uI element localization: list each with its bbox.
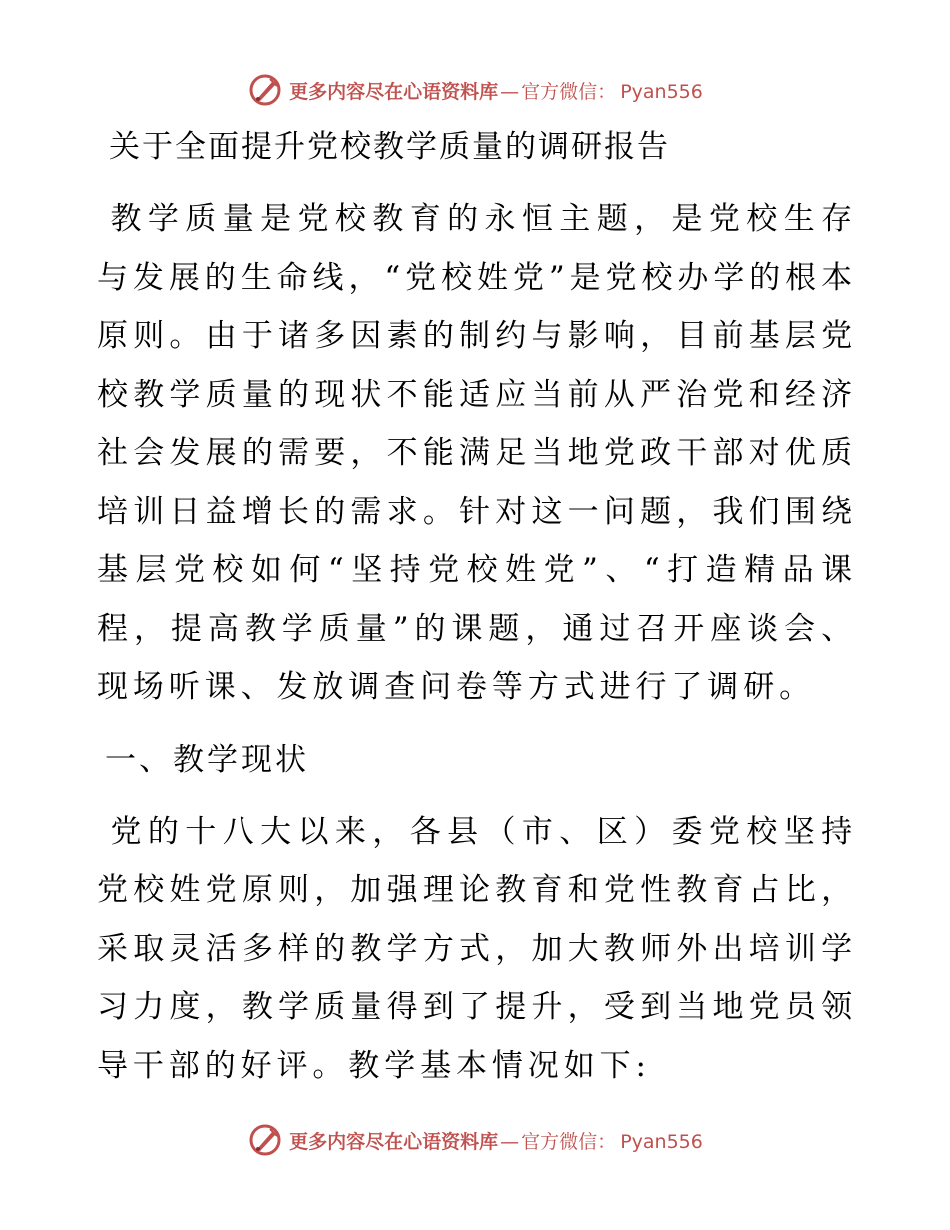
- banner-main-text: 更多内容尽在心语资料库: [289, 1130, 499, 1153]
- paragraph-intro: [97, 190, 857, 717]
- section-heading-teaching-status: 一、教学现状: [105, 741, 309, 778]
- paragraph-intro-text: 教学质量是党校教育的永恒主题，是党校生存与发展的生命线，“党校姓党”是党校办学的根本原则。由于诸多因素的制约与影响，目前基层党校教学质量的现状不能适应当前从严治党和经济社会发展的需要，不能满足当地党政干部对优质培训日益增长的需求。针对这一问题，我们围绕基层党校如何“坚持党校姓党”、“打造精品课程，提高教学质量”的课题，通过召开座谈会、现场听课、发放调查问卷等方式进行了调研。: [97, 201, 857, 705]
- paragraph-status: [97, 803, 857, 1096]
- document-body: [97, 118, 857, 1095]
- banner-text: [289, 77, 703, 104]
- banner-separator: —: [500, 1130, 520, 1153]
- banner-wechat-handle: Pyan556: [620, 80, 703, 103]
- banner-wechat-handle: Pyan556: [620, 1130, 703, 1153]
- banner-wechat-label: 官方微信：: [521, 1130, 617, 1153]
- footer-banner: [0, 1118, 950, 1162]
- banner-separator: —: [500, 80, 520, 103]
- paragraph-status-text: 党的十八大以来，各县（市、区）委党校坚持党校姓党原则，加强理论教育和党性教育占比，采取灵活多样的教学方式，加大教师外出培训学习力度，教学质量得到了提升，受到当地党员领导干部的好评。教学基本情况如下:: [97, 813, 857, 1084]
- banner-wechat-label: 官方微信：: [521, 80, 617, 103]
- quill-pen-logo-icon: [247, 72, 283, 108]
- header-banner: [0, 68, 950, 112]
- banner-main-text: 更多内容尽在心语资料库: [289, 80, 499, 103]
- quill-pen-logo-icon: [247, 1122, 283, 1158]
- banner-text: [289, 1127, 703, 1154]
- document-title: 关于全面提升党校教学质量的调研报告: [109, 129, 670, 165]
